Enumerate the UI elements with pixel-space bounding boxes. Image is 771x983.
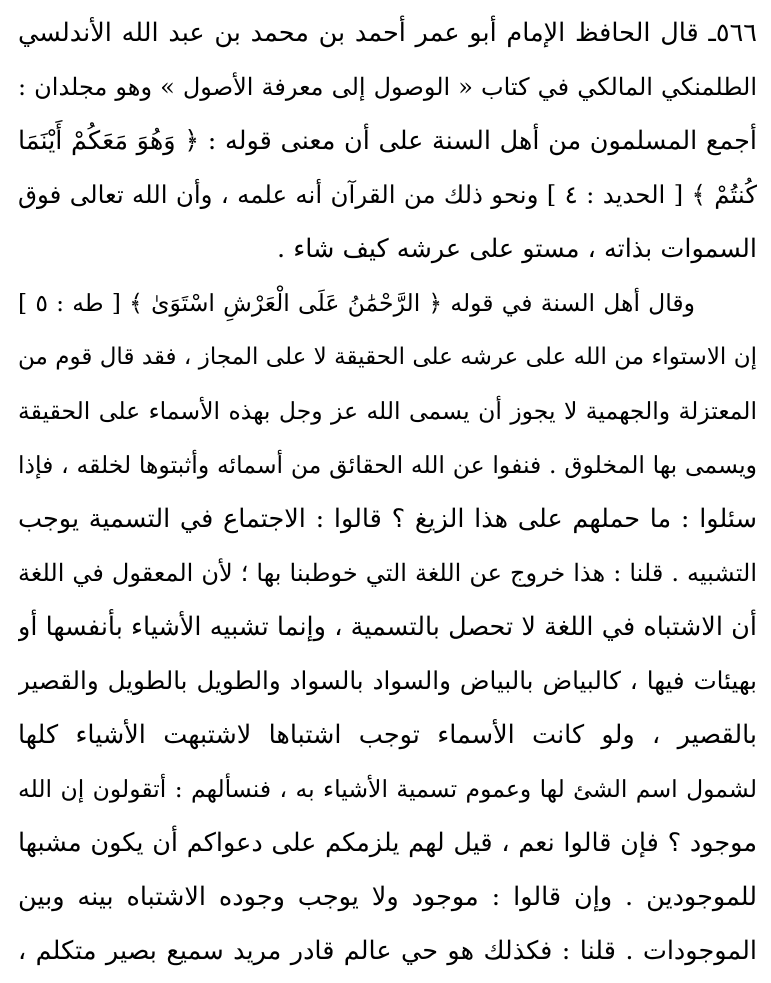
text-line: لشمول اسم الشئ لها وعموم تسمية الأشياء به ، فنسألهم : أتقولون إن الله — [18, 775, 757, 803]
text-line: كُنتُمْ ﴾ [ الحديد : ٤ ] ونحو ذلك من القرآن أنه علمه ، وأن الله تعالى فوق — [18, 180, 757, 209]
text-line: أن الاشتباه في اللغة لا تحصل بالتسمية ، وإنما تشبيه الأشياء بأنفسها أو — [18, 612, 757, 642]
text-line: إن الاستواء من الله على عرشه على الحقيقة لا على المجاز ، فقد قال قوم من — [18, 344, 757, 370]
text-line: ٥٦٦ـ قال الحافظ الإمام أبو عمر أحمد بن محمد بن عبد الله الأندلسي — [18, 18, 757, 48]
text-line: سئلوا : ما حملهم على هذا الزيغ ؟ قالوا : الاجتماع في التسمية يوجب — [18, 504, 757, 534]
text-line: بالقصير ، ولو كانت الأسماء توجب اشتباها لاشتبهت الأشياء كلها — [18, 720, 757, 750]
text-line: للموجودين . وإن قالوا : موجود ولا يوجب وجوده الاشتباه بينه وبين — [18, 882, 757, 912]
text-line: الطلمنكي المالكي في كتاب « الوصول إلى معرفة الأصول » وهو مجلدان : — [18, 73, 757, 101]
text-line: ويسمى بها المخلوق . فنفوا عن الله الحقائق من أسمائه وأثبتوها لخلقه ، فإذا — [18, 451, 757, 479]
text-line: السموات بذاته ، مستو على عرشه كيف شاء . — [277, 234, 757, 264]
text-line: وقال أهل السنة في قوله ﴿ الرَّحْمَٰنُ عَلَى الْعَرْشِ اسْتَوَىٰ ﴾ [ طه : ٥ ] — [18, 289, 695, 317]
text-line: التشبيه . قلنا : هذا خروج عن اللغة التي خوطبنا بها ؛ لأن المعقول في اللغة — [18, 559, 757, 587]
document-body — [18, 6, 757, 978]
text-line: المعتزلة والجهمية لا يجوز أن يسمى الله عز وجل بهذه الأسماء على الحقيقة — [18, 397, 757, 425]
text-line: موجود ؟ فإن قالوا نعم ، قيل لهم يلزمكم على دعواكم أن يكون مشبها — [18, 828, 757, 858]
text-line: الموجودات . قلنا : فكذلك هو حي عالم قادر مريد سميع بصير متكلم ، — [18, 936, 757, 966]
text-line: بهيئات فيها ، كالبياض بالبياض والسواد بالسواد والطويل بالطويل والقصير — [18, 666, 757, 695]
text-line: أجمع المسلمون من أهل السنة على أن معنى قوله : ﴿ وَهُوَ مَعَكُمْ أَيْنَمَا — [18, 126, 757, 156]
